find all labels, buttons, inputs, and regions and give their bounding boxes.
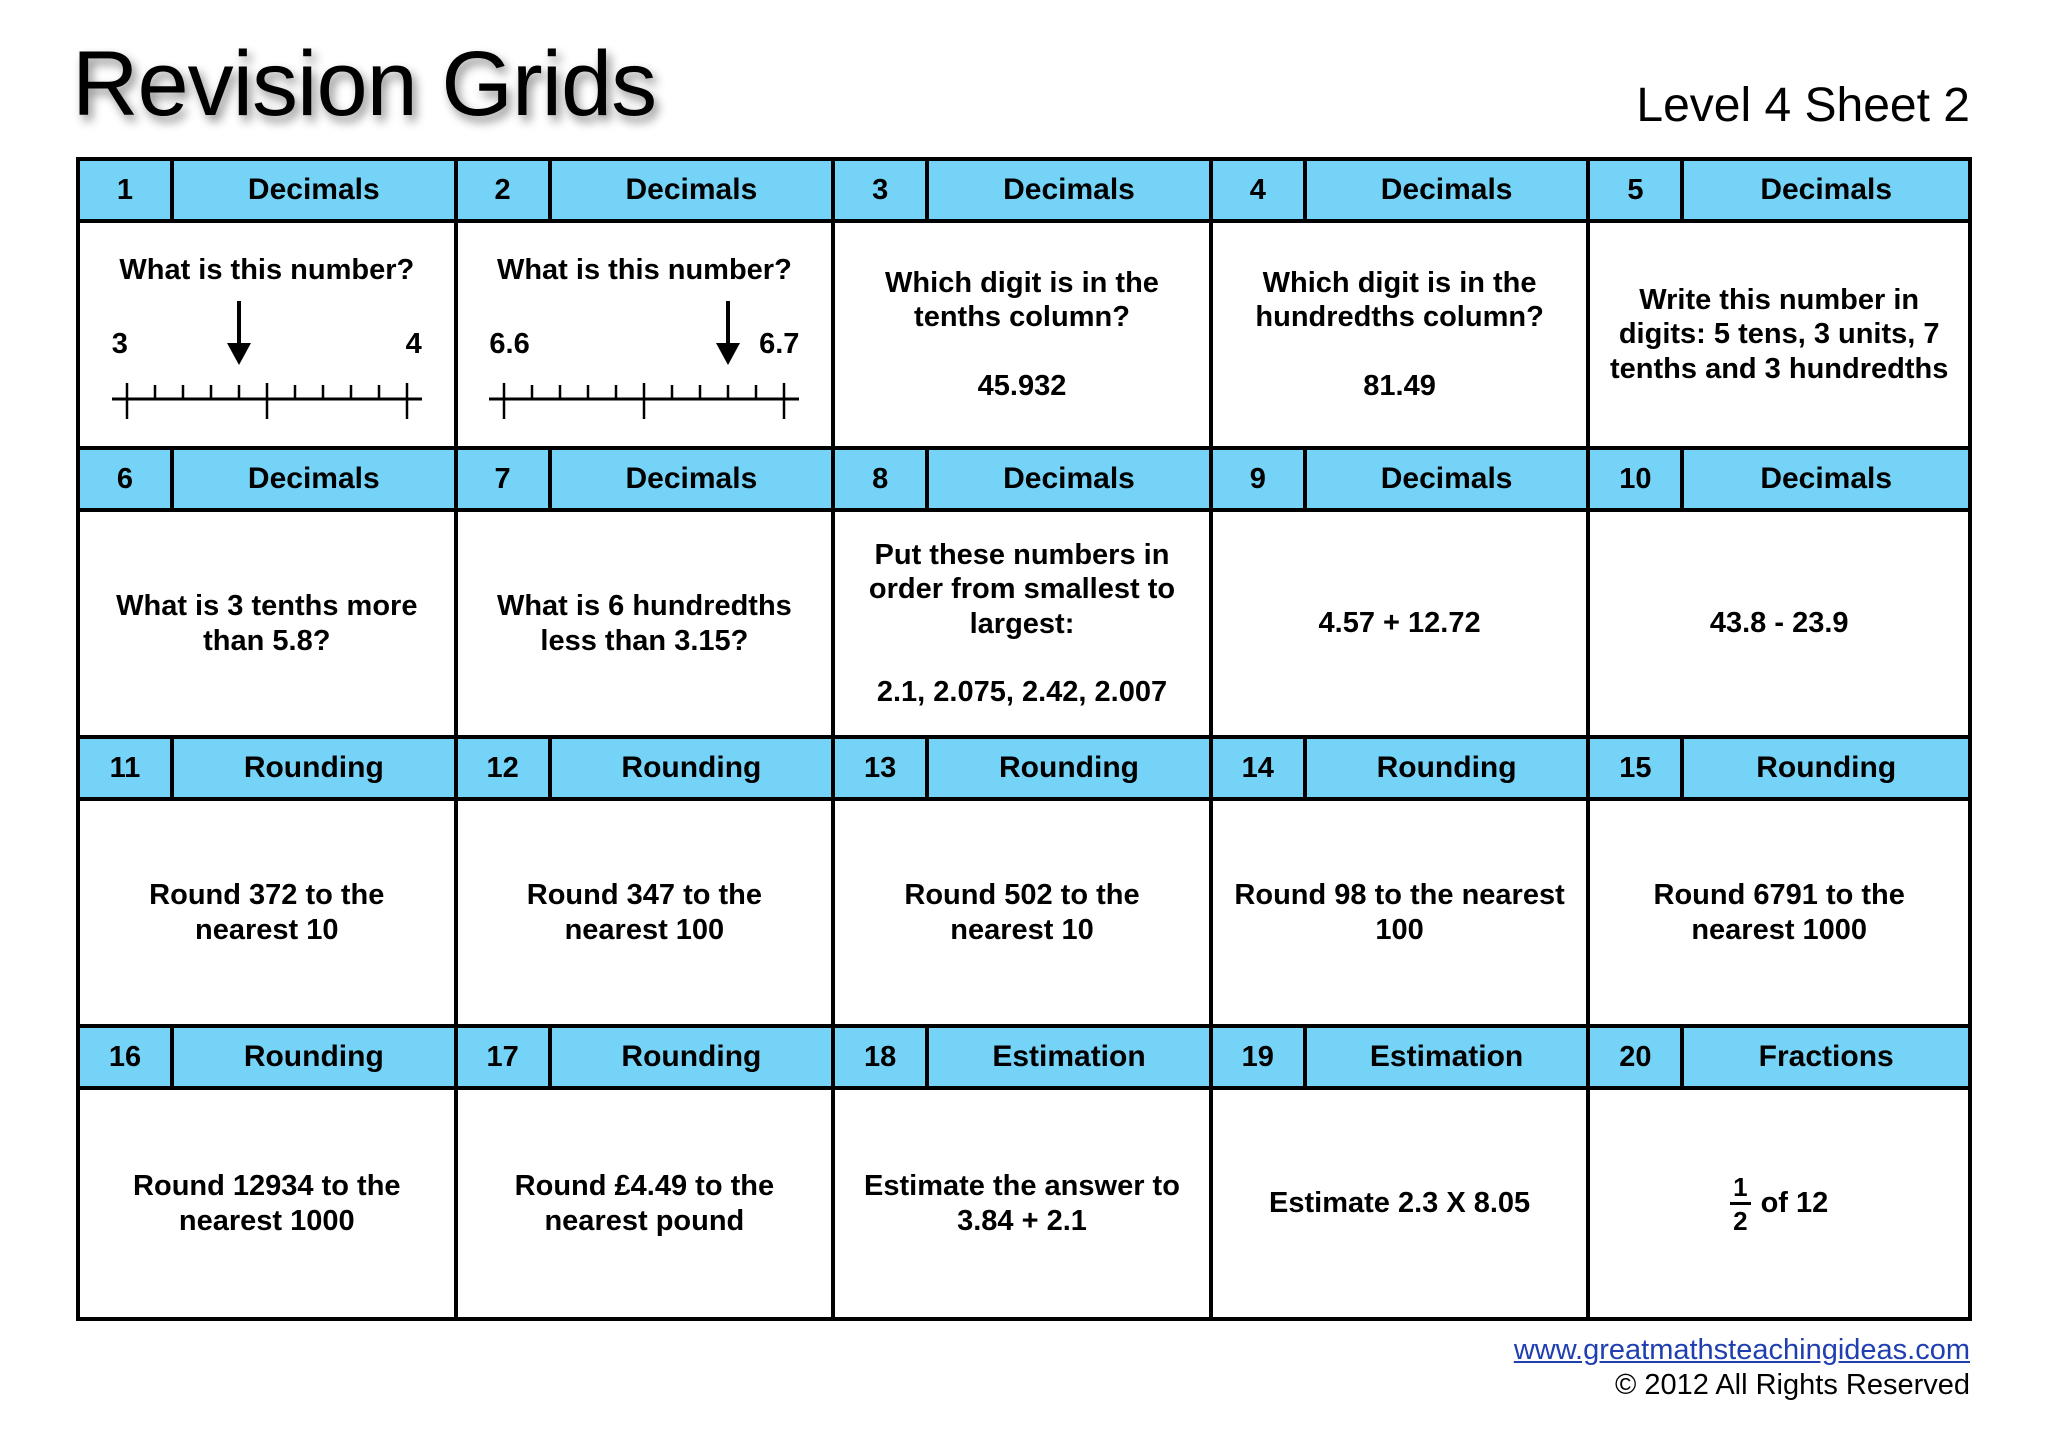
sheet-subtitle: Level 4 Sheet 2 (1636, 79, 1970, 132)
fraction (1730, 1171, 1750, 1236)
question-topic: Fractions (1758, 1040, 1894, 1073)
question-text: Which digit is in the hundredths column? (1255, 267, 1544, 334)
cell-header (80, 1028, 454, 1090)
number-line-end-label: 6.7 (759, 328, 800, 361)
question-topic: Decimals (625, 462, 758, 495)
question-topic: Rounding (1376, 751, 1517, 784)
cell-body (1213, 801, 1587, 1024)
question-text: Round 12934 to the nearest 1000 (133, 1170, 401, 1237)
cell-header (1590, 739, 1968, 801)
cell-body (1213, 223, 1587, 446)
question-number: 1 (80, 161, 174, 219)
question-text: 43.8 - 23.9 (1709, 607, 1849, 640)
question-number: 4 (1213, 161, 1307, 219)
question-text: Round £4.49 to the nearest pound (514, 1170, 775, 1237)
cell-body (458, 223, 832, 446)
question-topic: Rounding (999, 751, 1139, 784)
question-number: 15 (1590, 739, 1684, 797)
question-number: 19 (1213, 1028, 1307, 1086)
question-topic: Estimation (1369, 1040, 1524, 1073)
question-number: 5 (1590, 161, 1684, 219)
question-number: 3 (835, 161, 929, 219)
cell-body (835, 223, 1209, 446)
question-text: What is 6 hundredths less than 3.15? (496, 590, 792, 657)
revision-grid (76, 157, 1972, 1321)
question-topic: Decimals (1380, 173, 1513, 206)
cell-body (458, 512, 832, 735)
question-topic: Decimals (1003, 173, 1135, 206)
question-topic: Decimals (1380, 462, 1513, 495)
cell-body (835, 1090, 1209, 1317)
question-text: Estimate the answer to 3.84 + 2.1 (864, 1170, 1180, 1237)
question-number: 9 (1213, 450, 1307, 508)
question-number: 7 (458, 450, 552, 508)
grid-cell (458, 739, 836, 1028)
cell-header (80, 450, 454, 512)
question-number: 10 (1590, 450, 1684, 508)
grid-cell (1590, 450, 1968, 739)
question-number: 20 (1590, 1028, 1684, 1086)
question-topic: Estimation (992, 1040, 1146, 1073)
arrow-down-icon (227, 343, 251, 365)
question-number: 17 (458, 1028, 552, 1086)
grid-cell (835, 1028, 1213, 1317)
question-topic: Rounding (243, 751, 384, 784)
number-line (112, 299, 422, 419)
question-text: 4.57 + 12.72 (1318, 607, 1481, 640)
cell-body (80, 1090, 454, 1317)
question-topic: Rounding (1756, 751, 1897, 784)
question-number: 14 (1213, 739, 1307, 797)
page-title: Revision Grids (72, 33, 657, 135)
question-text: Estimate 2.3 X 8.05 (1269, 1187, 1531, 1220)
cell-header (80, 161, 454, 223)
question-topic: Rounding (243, 1040, 384, 1073)
cell-header (458, 1028, 832, 1090)
question-topic: Decimals (247, 173, 380, 206)
question-value: 81.49 (1363, 369, 1436, 402)
cell-body (80, 801, 454, 1024)
grid-cell (1213, 739, 1591, 1028)
question-text: Write this number in digits: 5 tens, 3 units, 7 tenths and 3 hundredths (1610, 284, 1949, 385)
grid-cell (1213, 1028, 1591, 1317)
question-topic: Rounding (621, 751, 762, 784)
cell-body (458, 1090, 832, 1317)
question-text: What is 3 tenths more than 5.8? (116, 590, 418, 657)
number-line-graphic (112, 299, 422, 419)
question-text: Round 372 to the nearest 10 (149, 879, 385, 946)
grid-cell (1213, 450, 1591, 739)
cell-body (1590, 223, 1968, 446)
cell-body (1590, 1090, 1968, 1317)
question-value: 45.932 (977, 369, 1067, 402)
cell-header (80, 739, 454, 801)
question-text: Round 502 to the nearest 10 (904, 879, 1140, 946)
cell-header (458, 161, 832, 223)
grid-cell (80, 1028, 458, 1317)
cell-body (1213, 1090, 1587, 1317)
cell-header (1213, 161, 1587, 223)
cell-header (1213, 739, 1587, 801)
question-number: 2 (458, 161, 552, 219)
question-text: Round 98 to the nearest 100 (1234, 879, 1565, 946)
question-topic: Decimals (1760, 462, 1893, 495)
cell-body (80, 512, 454, 735)
number-line-start-label: 3 (111, 328, 128, 361)
number-line-start-label: 6.6 (489, 328, 530, 361)
question-text: Put these numbers in order from smallest to largest: (868, 539, 1176, 640)
arrow-down-icon (716, 343, 740, 365)
fraction-question (1730, 1171, 1829, 1236)
cell-header (1590, 161, 1968, 223)
footer (1514, 1333, 1970, 1403)
number-line-end-label: 4 (405, 328, 422, 361)
grid-cell (835, 739, 1213, 1028)
question-topic: Decimals (1003, 462, 1135, 495)
grid-cell (1213, 161, 1591, 450)
cell-header (835, 161, 1209, 223)
question-number: 13 (835, 739, 929, 797)
number-line (489, 299, 799, 419)
grid-cell (835, 450, 1213, 739)
question-number: 12 (458, 739, 552, 797)
number-line-graphic (489, 299, 799, 419)
question-number: 6 (80, 450, 174, 508)
question-text: Round 347 to the nearest 100 (526, 879, 762, 946)
grid-cell (458, 161, 836, 450)
grid-cell (458, 450, 836, 739)
grid-cell (458, 1028, 836, 1317)
question-text: Which digit is in the tenths column? (885, 267, 1159, 334)
fraction-numerator: 1 (1730, 1174, 1750, 1205)
question-value: 2.1, 2.075, 2.42, 2.007 (876, 675, 1168, 708)
question-text: What is this number? (496, 254, 792, 286)
cell-body (458, 801, 832, 1024)
question-text: What is this number? (119, 254, 415, 286)
cell-header (1590, 1028, 1968, 1090)
cell-header (1590, 450, 1968, 512)
grid-cell (80, 450, 458, 739)
question-number: 16 (80, 1028, 174, 1086)
cell-body (1590, 801, 1968, 1024)
question-topic: Decimals (247, 462, 380, 495)
question-topic: Rounding (621, 1040, 762, 1073)
cell-header (835, 450, 1209, 512)
grid-cell (80, 739, 458, 1028)
question-topic: Decimals (625, 173, 758, 206)
question-number: 11 (80, 739, 174, 797)
grid-cell (1590, 739, 1968, 1028)
cell-body (1590, 512, 1968, 735)
question-text: Round 6791 to the nearest 1000 (1653, 879, 1905, 946)
cell-body (1213, 512, 1587, 735)
fraction-denominator: 2 (1733, 1205, 1748, 1236)
grid-cell (1590, 161, 1968, 450)
grid-cell (1590, 1028, 1968, 1317)
question-number: 8 (835, 450, 929, 508)
cell-body (835, 512, 1209, 735)
question-number: 18 (835, 1028, 929, 1086)
cell-header (1213, 1028, 1587, 1090)
cell-body (80, 223, 454, 446)
cell-header (835, 1028, 1209, 1090)
question-topic: Decimals (1760, 173, 1893, 206)
cell-header (1213, 450, 1587, 512)
website-link[interactable]: www.greatmathsteachingideas.com (1513, 1334, 1970, 1366)
grid-cell (80, 161, 458, 450)
copyright-text: © 2012 All Rights Reserved (1614, 1368, 1970, 1401)
cell-header (458, 739, 832, 801)
question-text: of 12 (1760, 1187, 1829, 1220)
cell-header (458, 450, 832, 512)
grid-cell (835, 161, 1213, 450)
cell-body (835, 801, 1209, 1024)
cell-header (835, 739, 1209, 801)
